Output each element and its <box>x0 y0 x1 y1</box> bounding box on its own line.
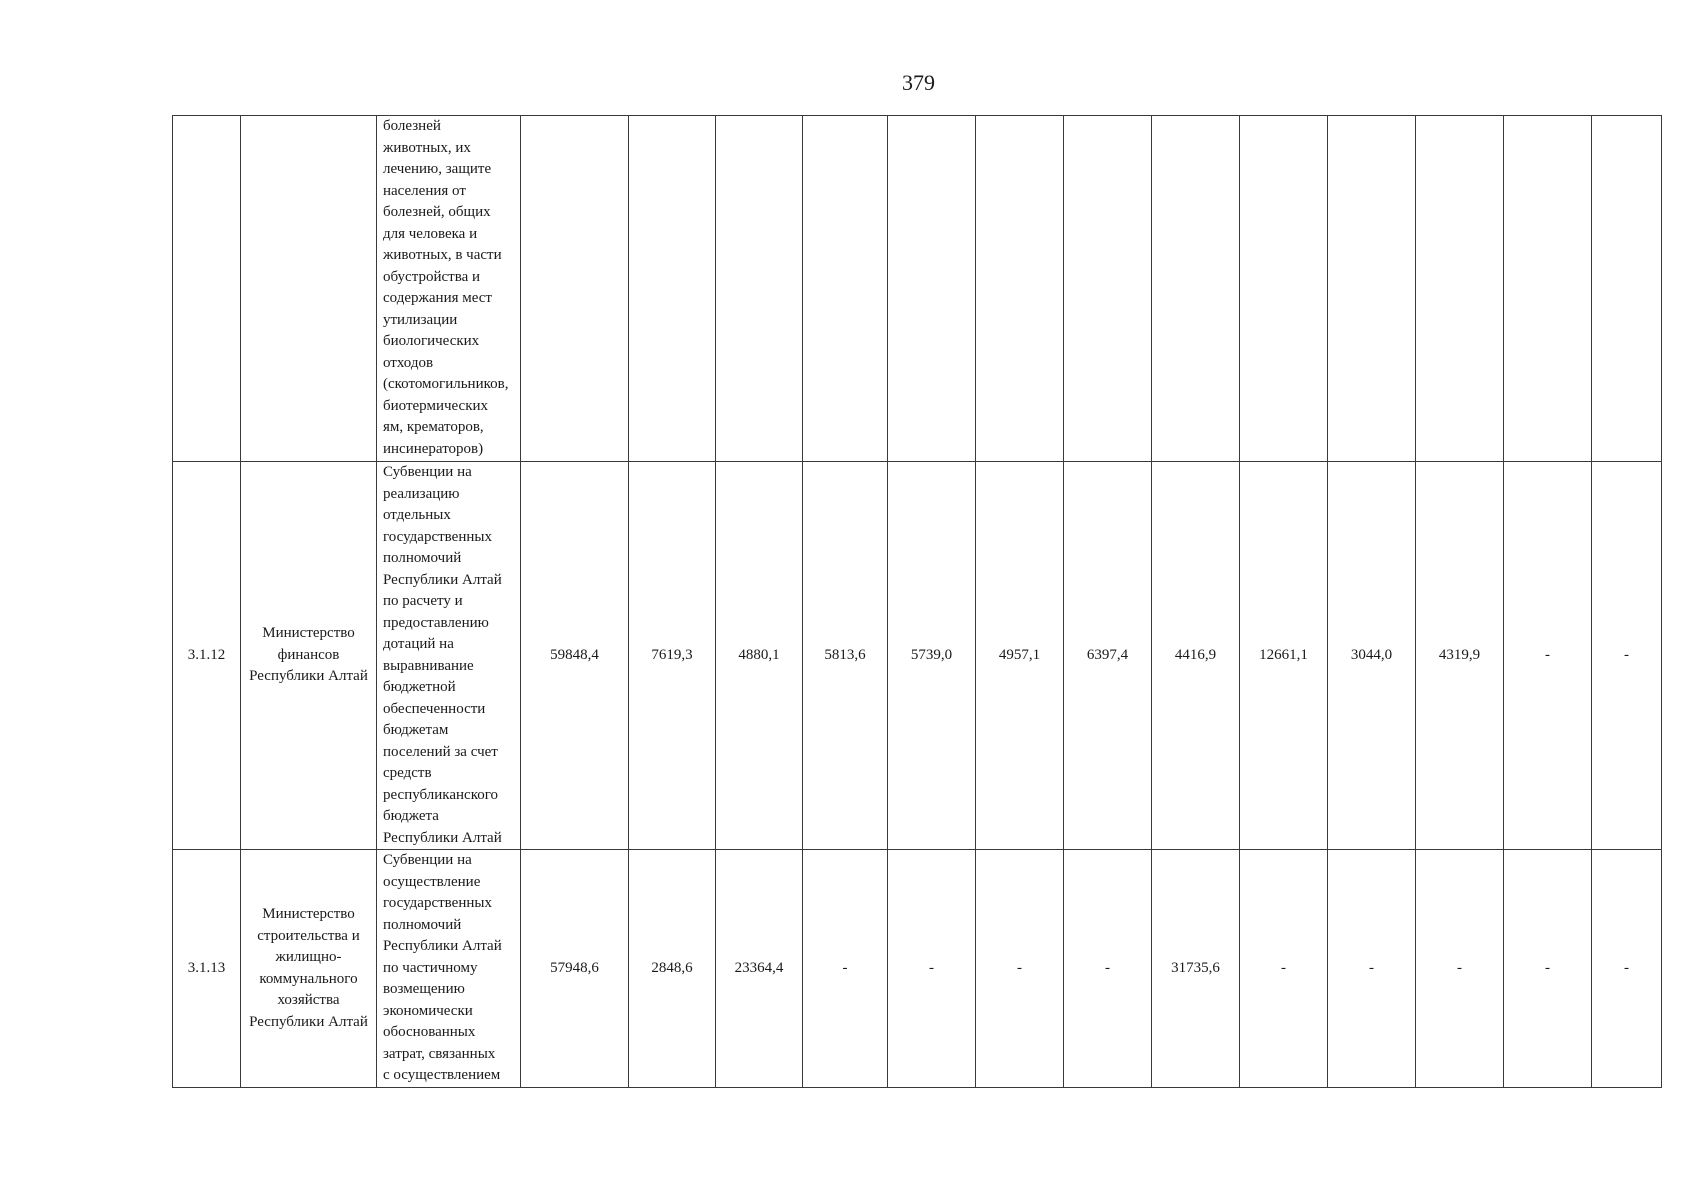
description-line: осуществление <box>383 873 481 890</box>
funding-value-cell: - <box>888 850 976 1088</box>
description-line: обустройства и <box>383 268 481 285</box>
funding-value-cell: 31735,6 <box>1152 850 1240 1088</box>
measure-description-cell <box>377 462 521 850</box>
description-line: бюджетной <box>383 679 456 695</box>
description-line: средств <box>383 765 432 781</box>
description-line: лечению, защите <box>383 161 492 177</box>
description-line: республиканского <box>383 786 498 803</box>
funding-value-cell <box>1064 116 1152 462</box>
funding-value-cell: 3044,0 <box>1328 462 1416 850</box>
description-line: затрат, связанных <box>383 1045 496 1062</box>
description-line: болезней <box>383 118 441 134</box>
description-line: для человека и <box>383 225 478 242</box>
table-row <box>173 116 1662 462</box>
funding-value-cell <box>1240 116 1328 462</box>
description-line: биологических <box>383 333 480 349</box>
funding-value-cell: 2848,6 <box>629 850 716 1088</box>
description-line: поселений за счет <box>383 743 498 760</box>
funding-value-cell: - <box>1064 850 1152 1088</box>
row-number-cell <box>173 116 241 462</box>
description-line: (скотомогильников, <box>383 376 509 392</box>
funding-value-cell <box>1328 116 1416 462</box>
funding-value-cell: 6397,4 <box>1064 462 1152 850</box>
funding-value-cell: - <box>1240 850 1328 1088</box>
funding-value-cell: - <box>1592 462 1662 850</box>
description-line: Республики Алтай <box>383 938 502 954</box>
funding-value-cell <box>1152 116 1240 462</box>
funding-value-cell: - <box>1504 462 1592 850</box>
description-line: по частичному <box>383 959 478 976</box>
description-line: ям, крематоров, <box>383 419 484 435</box>
funding-value-cell <box>629 116 716 462</box>
description-line: по расчету и <box>383 593 463 609</box>
funding-value-cell: - <box>1504 850 1592 1088</box>
funding-value-cell <box>1592 116 1662 462</box>
description-line: с осуществлением <box>383 1067 501 1083</box>
row-number-cell: 3.1.12 <box>173 462 241 850</box>
table-body <box>173 116 1662 1088</box>
description-line: населения от <box>383 182 466 199</box>
funding-value-cell: 5739,0 <box>888 462 976 850</box>
description-line: отдельных <box>383 507 451 523</box>
description-line: дотаций на <box>383 636 454 652</box>
funding-value-cell: 7619,3 <box>629 462 716 850</box>
description-line: возмещению <box>383 981 465 997</box>
funding-value-cell: - <box>1592 850 1662 1088</box>
measure-description-cell <box>377 850 521 1088</box>
description-line: биотермических <box>383 397 489 414</box>
description-line: государственных <box>383 528 492 545</box>
description-line: бюджетам <box>383 722 449 738</box>
funding-value-cell <box>1416 116 1504 462</box>
budget-table <box>172 115 1662 1088</box>
description-line: полномочий <box>383 916 462 933</box>
description-line: утилизации <box>383 311 458 328</box>
funding-value-cell <box>888 116 976 462</box>
responsible-executor-cell: Министерство строительства и жилищно-коммунального хозяйства Республики Алтай <box>241 850 377 1088</box>
funding-value-cell: 59848,4 <box>521 462 629 850</box>
funding-value-cell <box>1504 116 1592 462</box>
description-line: животных, в части <box>383 247 502 263</box>
description-line: болезней, общих <box>383 204 491 220</box>
funding-value-cell: 23364,4 <box>716 850 803 1088</box>
description-line: обоснованных <box>383 1024 476 1040</box>
description-line: реализацию <box>383 485 460 502</box>
description-line: экономически <box>383 1002 473 1019</box>
description-line: отходов <box>383 354 434 371</box>
funding-value-cell: 5813,6 <box>803 462 888 850</box>
funding-value-cell: 4319,9 <box>1416 462 1504 850</box>
measure-description-cell <box>377 116 521 462</box>
responsible-executor-cell: Министерство финансов Республики Алтай <box>241 462 377 850</box>
description-line: бюджета <box>383 808 439 824</box>
description-line: животных, их <box>383 139 471 156</box>
funding-value-cell: - <box>1416 850 1504 1088</box>
funding-value-cell: 4957,1 <box>976 462 1064 850</box>
description-line: Субвенции на <box>383 464 472 480</box>
funding-value-cell: - <box>1328 850 1416 1088</box>
funding-value-cell: 57948,6 <box>521 850 629 1088</box>
description-line: Субвенции на <box>383 852 472 868</box>
row-number-cell: 3.1.13 <box>173 850 241 1088</box>
description-line: полномочий <box>383 550 462 566</box>
description-line: содержания мест <box>383 290 492 306</box>
responsible-executor-cell <box>241 116 377 462</box>
table-row <box>173 850 1662 1088</box>
page-number: 379 <box>902 70 935 95</box>
funding-value-cell: 4416,9 <box>1152 462 1240 850</box>
funding-value-cell: 4880,1 <box>716 462 803 850</box>
funding-value-cell <box>803 116 888 462</box>
description-line: предоставлению <box>383 614 489 631</box>
description-line: выравнивание <box>383 657 474 674</box>
description-line: обеспеченности <box>383 700 486 717</box>
funding-value-cell: - <box>976 850 1064 1088</box>
funding-value-cell <box>716 116 803 462</box>
funding-value-cell: - <box>803 850 888 1088</box>
description-line: Республики Алтай <box>383 829 502 846</box>
description-line: Республики Алтай <box>383 571 502 588</box>
description-line: государственных <box>383 895 492 911</box>
funding-value-cell <box>521 116 629 462</box>
description-line: инсинераторов) <box>383 440 484 457</box>
funding-value-cell <box>976 116 1064 462</box>
funding-value-cell: 12661,1 <box>1240 462 1328 850</box>
table-row <box>173 462 1662 850</box>
